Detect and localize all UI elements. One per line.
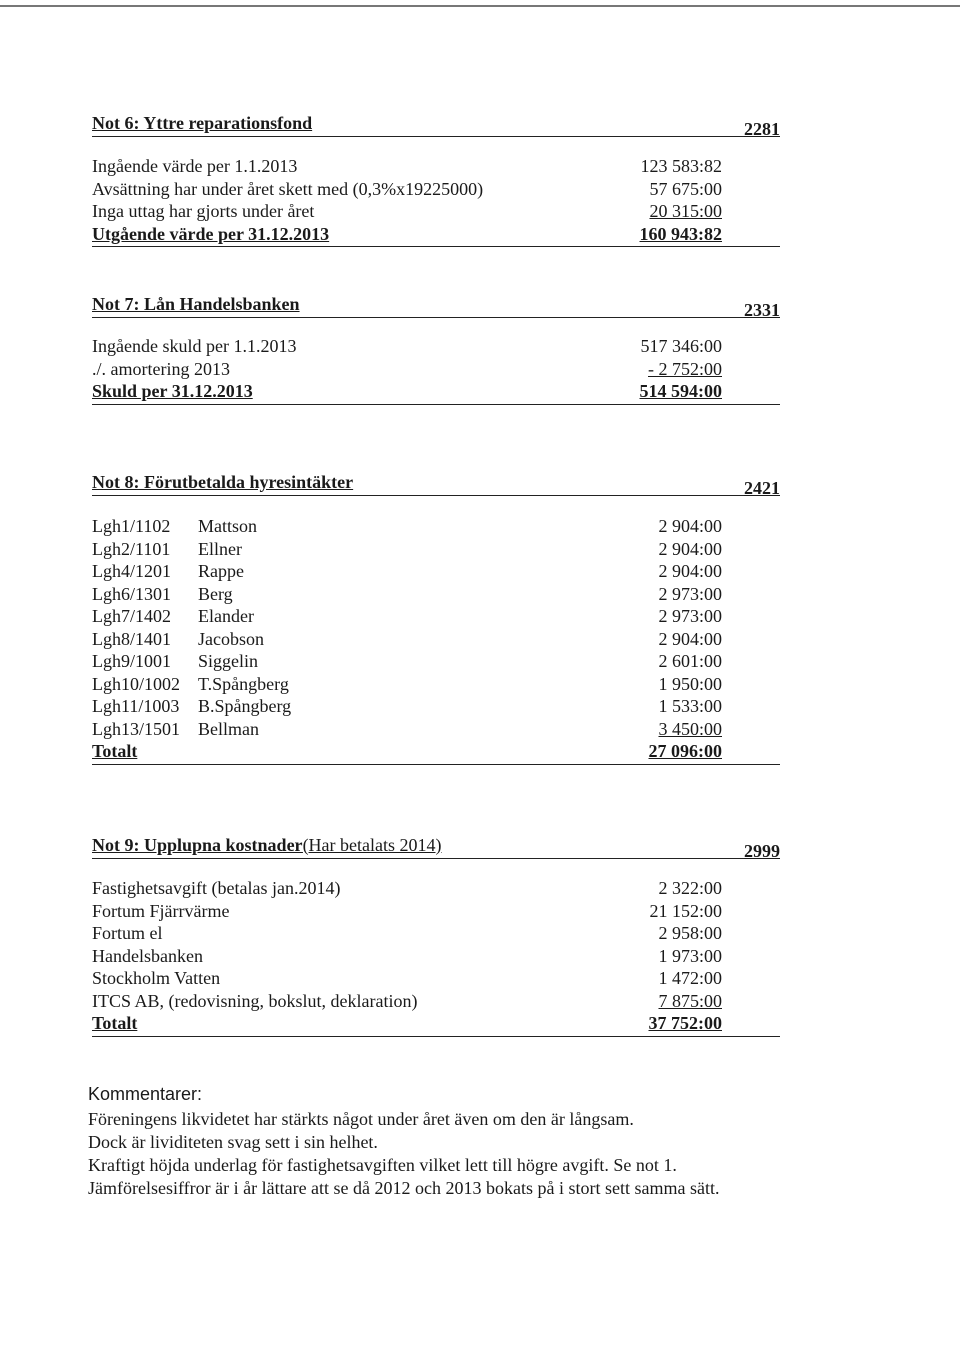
apartment-id: Lgh9/1001 — [92, 651, 171, 671]
apartment-id: Lgh10/1002 — [92, 673, 180, 694]
row-label: Avsättning har under året skett med (0,3%x19225000) — [92, 178, 484, 199]
note-8-account-code: 2421 — [744, 478, 780, 498]
comment-line: Föreningens likvidetet har stärkts något under året även om den är långsam. — [88, 1109, 634, 1129]
note-6-section — [92, 112, 780, 247]
row-value: 2 904:00 — [658, 516, 722, 536]
row-value: 20 315:00 — [649, 201, 722, 221]
tenant-name: Siggelin — [198, 651, 259, 671]
note-6-account-code: 2281 — [744, 119, 780, 139]
table-row — [92, 651, 780, 674]
comment-line: Jämförelsesiffror är i år lättare att se då 2012 och 2013 bokats på i stort sett samma sätt. — [88, 1178, 720, 1198]
row-value: 2 958:00 — [658, 923, 722, 943]
row-value: - 2 752:00 — [648, 358, 722, 379]
row-label: Fastighetsavgift (betalas jan.2014) — [92, 878, 341, 898]
apartment-id: Lgh6/1301 — [92, 583, 171, 604]
total-value: 27 096:00 — [648, 741, 722, 761]
row-value: 57 675:00 — [649, 178, 722, 199]
table-row — [92, 201, 780, 224]
comments-section — [88, 1083, 808, 1200]
row-label: Inga uttag har gjorts under året — [92, 201, 315, 221]
note-9-header — [92, 834, 780, 859]
note-8-header — [92, 471, 780, 496]
tenant-name: Berg — [198, 583, 233, 604]
row-value: 1 533:00 — [658, 696, 722, 716]
note-6-title: Not 6: Yttre reparationsfond — [92, 113, 313, 133]
note-8-title: Not 8: Förutbetalda hyresintäkter — [92, 472, 354, 492]
apartment-id: Lgh1/1102 — [92, 516, 171, 536]
apartment-id: Lgh2/1101 — [92, 538, 171, 559]
row-value: 2 904:00 — [658, 538, 722, 559]
row-value: 2 973:00 — [658, 606, 722, 626]
apartment-id: Lgh8/1401 — [92, 628, 171, 649]
table-row — [92, 516, 780, 539]
note-7-rows — [92, 336, 780, 405]
row-value: 7 875:00 — [658, 990, 722, 1011]
table-row — [92, 991, 780, 1014]
tenant-name: Mattson — [198, 516, 258, 536]
total-label: Totalt — [92, 1013, 138, 1033]
row-value: 2 904:00 — [658, 628, 722, 649]
note-9-title-note: (Har betalats 2014) — [302, 835, 442, 855]
tenant-name: Ellner — [198, 538, 242, 559]
row-label: ./. amortering 2013 — [92, 358, 230, 379]
row-label: Handelsbanken — [92, 945, 203, 966]
row-value: 1 950:00 — [658, 673, 722, 694]
note-8-total-row — [92, 741, 780, 765]
note-8-rows — [92, 516, 780, 765]
table-row — [92, 584, 780, 607]
comment-line: Kraftigt höjda underlag för fastighetsavgiften vilket lett till högre avgift. Se not 1. — [88, 1155, 677, 1175]
table-row — [92, 923, 780, 946]
note-6-rows — [92, 156, 780, 247]
tenant-name: T.Spångberg — [198, 673, 289, 694]
row-value: 2 973:00 — [658, 583, 722, 604]
note-9-section — [92, 834, 780, 1037]
total-label: Totalt — [92, 741, 138, 761]
note-6-header — [92, 112, 780, 137]
note-9-rows — [92, 878, 780, 1037]
row-value: 2 322:00 — [658, 878, 722, 898]
row-value: 3 450:00 — [658, 718, 722, 739]
apartment-id: Lgh7/1402 — [92, 606, 171, 626]
table-row — [92, 561, 780, 584]
row-value: 1 472:00 — [658, 968, 722, 988]
note-7-account-code: 2331 — [744, 300, 780, 320]
note-7-title: Not 7: Lån Handelsbanken — [92, 294, 300, 314]
note-7-section — [92, 293, 780, 405]
total-value: 514 594:00 — [639, 381, 722, 401]
row-value: 123 583:82 — [640, 156, 722, 176]
table-row — [92, 901, 780, 924]
table-row — [92, 336, 780, 359]
tenant-name: Jacobson — [198, 628, 264, 649]
row-value: 21 152:00 — [649, 900, 722, 921]
total-value: 37 752:00 — [648, 1013, 722, 1033]
tenant-name: Elander — [198, 606, 254, 626]
table-row — [92, 696, 780, 719]
note-9-total-row — [92, 1013, 780, 1037]
apartment-id: Lgh13/1501 — [92, 718, 180, 739]
table-row — [92, 878, 780, 901]
note-8-section — [92, 471, 780, 765]
total-label: Utgående värde per 31.12.2013 — [92, 223, 330, 244]
table-row — [92, 606, 780, 629]
row-label: Stockholm Vatten — [92, 968, 221, 988]
row-value: 1 973:00 — [658, 945, 722, 966]
tenant-name: B.Spångberg — [198, 696, 292, 716]
table-row — [92, 719, 780, 742]
note-7-total-row — [92, 381, 780, 405]
row-label: Ingående värde per 1.1.2013 — [92, 156, 298, 176]
note-7-header — [92, 293, 780, 318]
table-row — [92, 946, 780, 969]
table-row — [92, 629, 780, 652]
tenant-name: Rappe — [198, 561, 244, 581]
table-row — [92, 156, 780, 179]
comment-line: Dock är lividiteten svag sett i sin helhet. — [88, 1132, 378, 1152]
row-value: 517 346:00 — [640, 336, 722, 356]
apartment-id: Lgh11/1003 — [92, 696, 180, 716]
row-label: ITCS AB, (redovisning, bokslut, deklaration) — [92, 990, 418, 1011]
note-9-title — [92, 835, 442, 856]
row-label: Ingående skuld per 1.1.2013 — [92, 336, 297, 356]
table-row — [92, 359, 780, 382]
row-value: 2 601:00 — [658, 651, 722, 671]
note-9-account-code: 2999 — [744, 841, 780, 861]
row-label: Fortum el — [92, 923, 163, 943]
comments-title: Kommentarer: — [88, 1084, 203, 1104]
total-value: 160 943:82 — [639, 223, 722, 244]
page-top-rule — [0, 5, 960, 7]
table-row — [92, 968, 780, 991]
table-row — [92, 674, 780, 697]
apartment-id: Lgh4/1201 — [92, 561, 171, 581]
row-value: 2 904:00 — [658, 561, 722, 581]
note-6-total-row — [92, 224, 780, 248]
table-row — [92, 539, 780, 562]
note-9-title-text: Not 9: Upplupna kostnader — [92, 835, 303, 855]
total-label: Skuld per 31.12.2013 — [92, 381, 253, 401]
row-label: Fortum Fjärrvärme — [92, 900, 230, 921]
tenant-name: Bellman — [198, 718, 259, 739]
table-row — [92, 179, 780, 202]
